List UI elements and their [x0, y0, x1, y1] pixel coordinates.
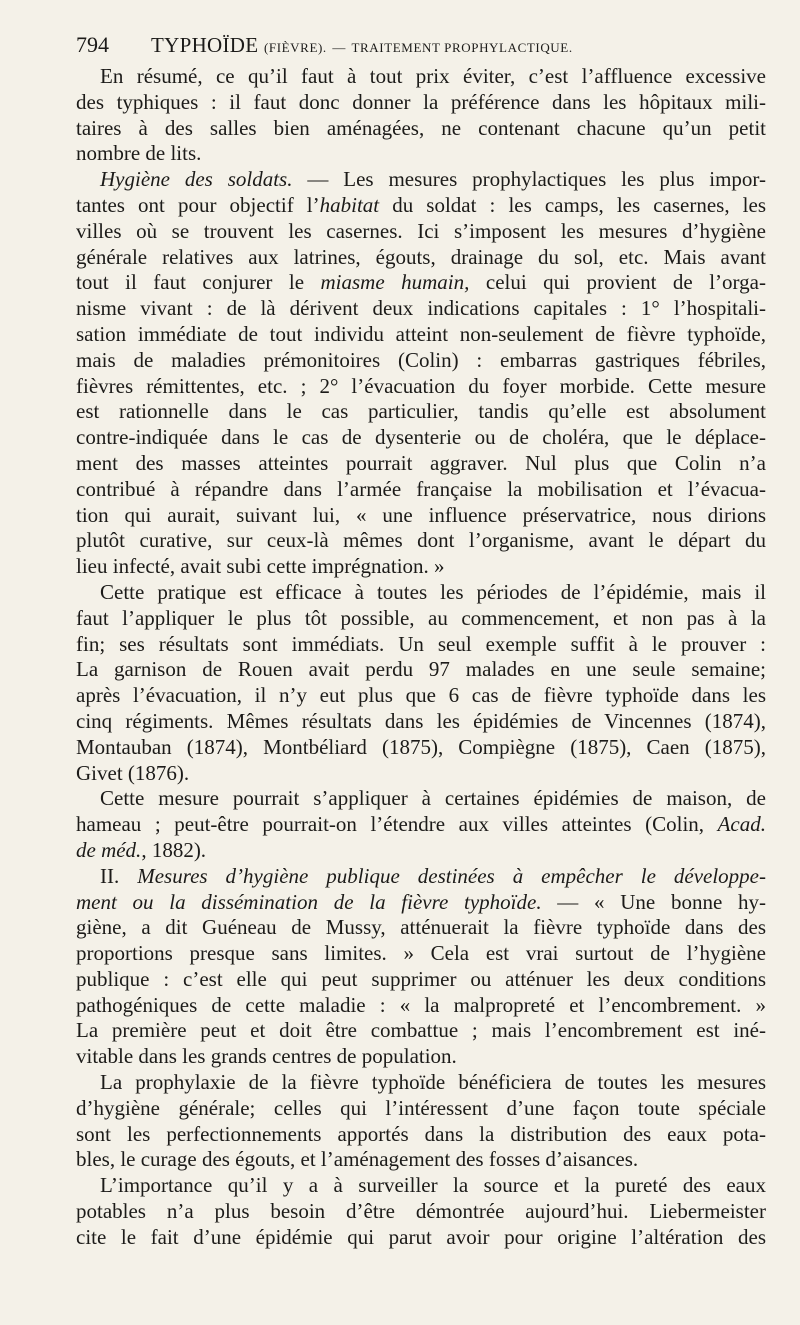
text-segment: cite le fait d’une épidémie qui parut avoir pour origine l’altération des	[76, 1224, 766, 1249]
text-segment: , 1882).	[141, 837, 207, 862]
paragraph	[76, 1070, 766, 1173]
text-line	[76, 1122, 766, 1148]
text-line	[76, 580, 766, 606]
text-line	[76, 270, 766, 296]
text-segment: proportions presque sans limites. » Cela est vrai surtout de l’hygiène	[76, 941, 766, 966]
text-line	[76, 296, 766, 322]
text-segment: est rationnelle dans le cas particulier, tandis qu’elle est absolument	[76, 399, 766, 424]
text-segment: fin; ses résultats sont immédiats. Un seul exemple suffit à le prouver :	[76, 631, 766, 656]
italic-text: de méd.	[76, 837, 142, 862]
text-line	[76, 1199, 766, 1225]
text-segment: celui qui provient de l’orga-	[469, 270, 766, 295]
italic-text: habitat	[319, 192, 380, 217]
text-segment: plutôt curative, sur ceux-là mêmes dont l’organisme, avant le départ du	[76, 528, 766, 553]
text-segment: — Les mesures prophylactiques les plus impor-	[292, 167, 766, 192]
text-line	[76, 399, 766, 425]
text-segment: d’hygiène générale; celles qui l’intéressent d’une façon toute spéciale	[76, 1095, 766, 1120]
text-segment: La prophylaxie de la fièvre typhoïde bénéficiera de toutes les mesures	[100, 1070, 766, 1095]
page-body	[76, 64, 766, 1251]
text-line	[76, 812, 766, 838]
text-line	[76, 245, 766, 271]
text-line	[76, 683, 766, 709]
text-segment: nombre de lits.	[76, 141, 202, 166]
text-segment: publique : c’est elle qui peut supprimer ou atténuer les deux conditions	[76, 966, 766, 991]
text-segment: générale relatives aux latrines, égouts, drainage du sol, etc. Mais avant	[76, 244, 766, 269]
text-line	[76, 167, 766, 193]
text-line	[76, 90, 766, 116]
text-segment: bles, le curage des égouts, et l’aménagement des fosses d’aisances.	[76, 1147, 639, 1172]
text-segment: Montauban (1874), Montbéliard (1875), Compiègne (1875), Caen (1875),	[76, 734, 766, 759]
text-segment: villes où se trouvent les casernes. Ici s’imposent les mesures d’hygiène	[76, 218, 766, 243]
text-segment: hameau ; peut-être pourrait-on l’étendre aux villes atteintes (Colin,	[76, 812, 718, 837]
text-segment: tion qui aurait, suivant lui, « une influence préservatrice, nous dirions	[76, 502, 766, 527]
text-line	[76, 1044, 766, 1070]
text-line	[76, 503, 766, 529]
text-line	[76, 915, 766, 941]
text-line	[76, 890, 766, 916]
text-segment: En résumé, ce qu’il faut à tout prix éviter, c’est l’affluence excessive	[100, 64, 766, 88]
text-line	[76, 735, 766, 761]
text-segment: giène, a dit Guéneau de Mussy, atténuerait la fièvre typhoïde dans des	[76, 915, 766, 940]
paragraph	[76, 864, 766, 1070]
text-segment: La garnison de Rouen avait perdu 97 malades en une seule semaine;	[76, 657, 766, 682]
italic-text: Mesures d’hygiène publique destinées à empêcher le développe-	[137, 863, 766, 888]
running-header	[76, 32, 766, 64]
text-line	[76, 709, 766, 735]
text-line	[76, 1147, 766, 1173]
running-title-dash: —	[332, 40, 346, 55]
text-line	[76, 993, 766, 1019]
text-segment: nisme vivant : de là dérivent deux indications capitales : 1° l’hospitali-	[76, 296, 766, 321]
text-line	[76, 193, 766, 219]
text-line	[76, 348, 766, 374]
italic-text: Acad.	[717, 812, 766, 837]
text-segment: après l’évacuation, il n’y eut plus que 6 cas de fièvre typhoïde dans les	[76, 683, 766, 708]
text-line	[76, 425, 766, 451]
running-title	[151, 33, 573, 58]
text-line	[76, 141, 766, 167]
text-segment: II.	[100, 863, 138, 888]
text-line	[76, 657, 766, 683]
text-segment: du soldat : les camps, les casernes, les	[379, 192, 767, 217]
text-line	[76, 528, 766, 554]
text-segment: contre-indiquée dans le cas de dysenterie ou de choléra, que le déplace-	[76, 425, 766, 450]
text-segment: fièvres rémittentes, etc. ; 2° l’évacuation du foyer morbide. Cette mesure	[76, 373, 766, 398]
paragraph	[76, 580, 766, 786]
text-segment: sont les perfectionnements apportés dans la distribution des eaux pota-	[76, 1121, 766, 1146]
text-line	[76, 786, 766, 812]
text-line	[76, 1018, 766, 1044]
text-line	[76, 322, 766, 348]
running-title-section: TRAITEMENT PROPHYLACTIQUE.	[351, 40, 573, 55]
text-line	[76, 941, 766, 967]
text-segment: tout il faut conjurer le	[76, 270, 321, 295]
italic-text: Hygiène des soldats.	[100, 167, 293, 192]
text-segment: La première peut et doit être combattue ; mais l’encombrement est iné-	[76, 1018, 766, 1043]
text-line	[76, 451, 766, 477]
text-segment: cinq régiments. Mêmes résultats dans les épidémies de Vincennes (1874),	[76, 708, 766, 733]
text-line	[76, 554, 766, 580]
text-line	[76, 477, 766, 503]
text-segment: tantes ont pour objectif l’	[76, 192, 320, 217]
text-segment: contribué à répandre dans l’armée française la mobilisation et l’évacua-	[76, 476, 766, 501]
text-line	[76, 219, 766, 245]
text-line	[76, 1225, 766, 1251]
text-segment: — « Une bonne hy-	[541, 889, 766, 914]
page-number: 794	[76, 32, 109, 57]
text-segment: potables n’a plus besoin d’être démontrée aujourd’hui. Liebermeister	[76, 1199, 766, 1224]
text-segment: L’importance qu’il y a à surveiller la source et la pureté des eaux	[100, 1173, 766, 1198]
text-segment: faut l’appliquer le plus tôt possible, au commencement, et non pas à la	[76, 605, 766, 630]
running-title-paren: (FIÈVRE).	[263, 40, 327, 55]
text-line	[76, 1070, 766, 1096]
text-segment: mais de maladies prémonitoires (Colin) : embarras gastriques fébriles,	[76, 347, 766, 372]
text-line	[76, 64, 766, 90]
text-line	[76, 1173, 766, 1199]
text-segment: vitable dans les grands centres de population.	[76, 1044, 457, 1069]
text-segment: Cette pratique est efficace à toutes les périodes de l’épidémie, mais il	[100, 579, 766, 604]
text-segment: pathogéniques de cette maladie : « la malpropreté et l’encombrement. »	[76, 992, 766, 1017]
running-title-main: TYPHOÏDE	[151, 33, 259, 57]
text-line	[76, 632, 766, 658]
text-line	[76, 838, 766, 864]
text-segment: taires à des salles bien aménagées, ne contenant chacune qu’un petit	[76, 115, 766, 140]
paragraph	[76, 786, 766, 863]
text-line	[76, 761, 766, 787]
text-line	[76, 374, 766, 400]
text-segment: ment des masses atteintes pourrait aggraver. Nul plus que Colin n’a	[76, 450, 766, 475]
text-segment: Givet (1876).	[76, 760, 190, 785]
text-segment: sation immédiate de tout individu atteint non-seulement de fièvre typhoïde,	[76, 321, 766, 346]
text-line	[76, 967, 766, 993]
italic-text: ment ou la dissémination de la fièvre typhoïde.	[76, 889, 542, 914]
text-segment: des typhiques : il faut donc donner la préférence dans les hôpitaux mili-	[76, 89, 766, 114]
text-line	[76, 1096, 766, 1122]
text-line	[76, 606, 766, 632]
paragraph	[76, 167, 766, 580]
text-line	[76, 864, 766, 890]
text-segment: Cette mesure pourrait s’appliquer à certaines épidémies de maison, de	[100, 786, 766, 811]
paragraph	[76, 1173, 766, 1250]
paragraph	[76, 64, 766, 167]
text-segment: lieu infecté, avait subi cette imprégnation. »	[76, 554, 445, 579]
text-line	[76, 116, 766, 142]
italic-text: miasme humain,	[320, 270, 470, 295]
